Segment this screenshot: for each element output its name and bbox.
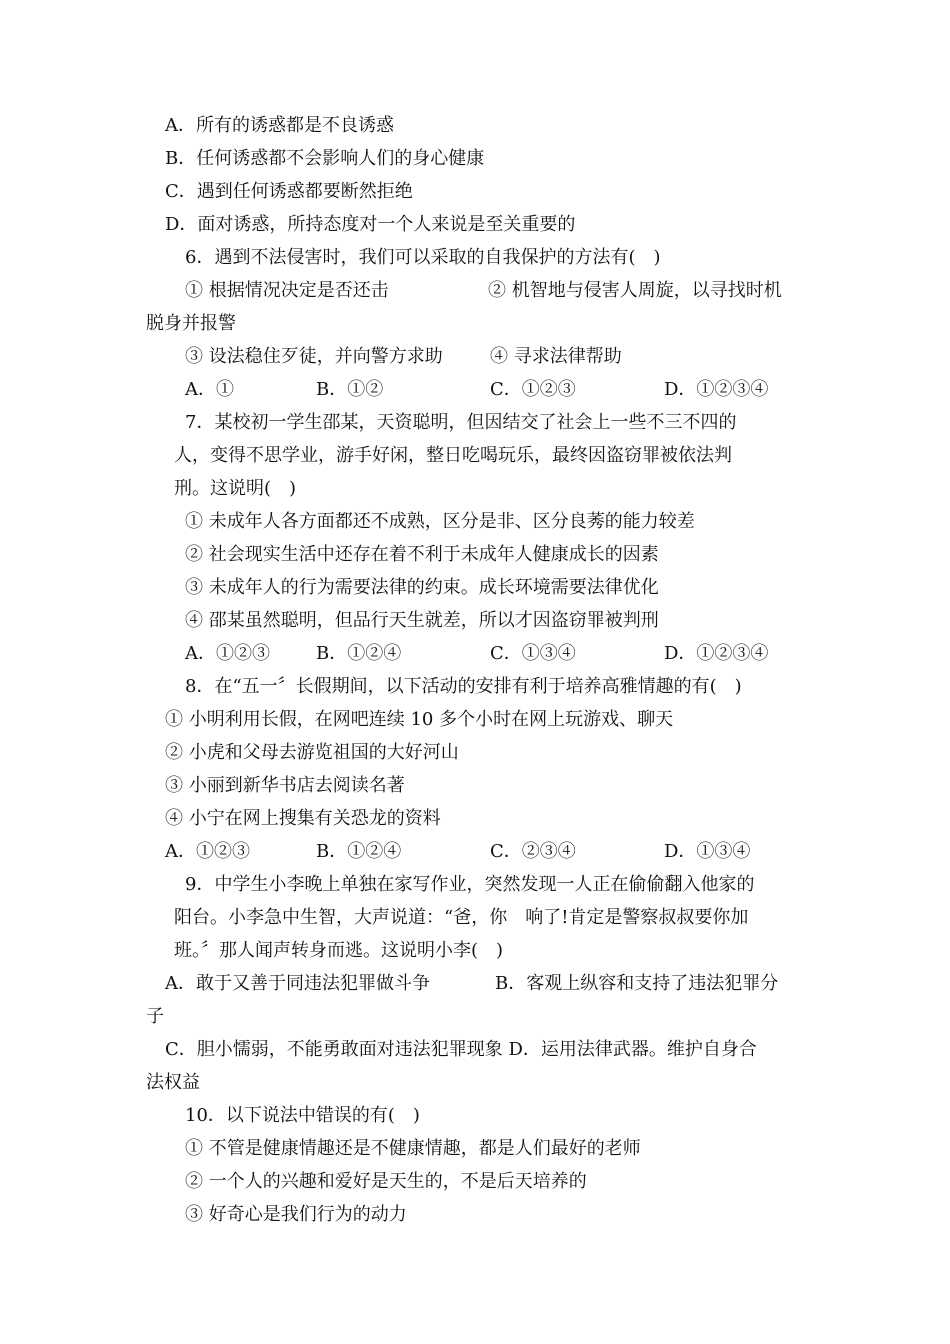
q7-item-4: ④ 邵某虽然聪明，但品行天生就差，所以才因盗窃罪被判刑 [185, 610, 659, 631]
q7-item-1: ① 未成年人各方面都还不成熟，区分是非、区分良莠的能力较差 [185, 511, 695, 532]
q8-option-d: D．①③④ [664, 841, 751, 862]
q5-option-c: C．遇到任何诱惑都要断然拒绝 [165, 181, 413, 202]
q6-stem: 6．遇到不法侵害时，我们可以采取的自我保护的方法有( ) [185, 247, 661, 268]
q7-option-a: A．①②③ [185, 643, 270, 664]
q9-option-a: A．敢于又善于同违法犯罪做斗争 [165, 973, 430, 994]
q9-stem-line-3: 班。〞那人闻声转身而逃。这说明小李( ) [174, 940, 504, 961]
q7-item-3: ③ 未成年人的行为需要法律的约束。成长环境需要法律优化 [185, 577, 659, 598]
q8-option-a: A．①②③ [165, 841, 250, 862]
q10-item-2: ② 一个人的兴趣和爱好是天生的，不是后天培养的 [185, 1171, 587, 1192]
q10-item-3: ③ 好奇心是我们行为的动力 [185, 1204, 407, 1225]
q6-item-4: ④ 寻求法律帮助 [490, 346, 622, 367]
q8-option-c: C．②③④ [490, 841, 576, 862]
q8-stem: 8．在“五一〞长假期间，以下活动的安排有利于培养高雅情趣的有( ) [185, 676, 742, 697]
q8-item-4: ④ 小宁在网上搜集有关恐龙的资料 [165, 808, 441, 829]
q6-option-c: C．①②③ [490, 379, 576, 400]
q6-item-3: ③ 设法稳住歹徒，并向警方求助 [185, 346, 443, 367]
q8-item-1: ① 小明利用长假，在网吧连续 10 多个小时在网上玩游戏、聊天 [165, 709, 674, 730]
q9-stem-line-2: 阳台。小李急中生智，大声说道：“爸，你 响了!肯定是警察叔叔要你加 [174, 907, 749, 928]
q9-option-c-d: C．胆小懦弱，不能勇敢面对违法犯罪现象 D．运用法律武器。维护自身合 [165, 1039, 757, 1060]
q5-option-a: A．所有的诱惑都是不良诱惑 [165, 115, 394, 136]
q8-option-b: B．①②④ [316, 841, 402, 862]
q10-stem: 10．以下说法中错误的有( ) [185, 1105, 420, 1126]
q7-option-d: D．①②③④ [664, 643, 769, 664]
q9-option-b-continued: 子 [146, 1006, 164, 1027]
q6-option-a: A．① [185, 379, 234, 400]
q7-stem-line-1: 7．某校初一学生邵某，天资聪明，但因结交了社会上一些不三不四的 [185, 412, 737, 433]
q5-option-b: B．任何诱惑都不会影响人们的身心健康 [165, 148, 485, 169]
q6-item-1: ① 根据情况决定是否还击 [185, 280, 389, 301]
q9-option-b: B．客观上纵容和支持了违法犯罪分 [495, 973, 779, 994]
q8-item-2: ② 小虎和父母去游览祖国的大好河山 [165, 742, 459, 763]
q6-option-d: D．①②③④ [664, 379, 769, 400]
q7-option-c: C．①③④ [490, 643, 576, 664]
q8-item-3: ③ 小丽到新华书店去阅读名著 [165, 775, 405, 796]
q6-option-b: B．①② [316, 379, 384, 400]
q9-stem-line-1: 9．中学生小李晚上单独在家写作业，突然发现一人正在偷偷翻入他家的 [185, 874, 755, 895]
q7-item-2: ② 社会现实生活中还存在着不利于未成年人健康成长的因素 [185, 544, 659, 565]
q9-option-d-continued: 法权益 [146, 1072, 200, 1093]
q6-item-2: ② 机智地与侵害人周旋，以寻找时机 [488, 280, 782, 301]
q5-option-d: D．面对诱惑，所持态度对一个人来说是至关重要的 [165, 214, 576, 235]
q6-item-2-continued: 脱身并报警 [146, 313, 236, 334]
q7-option-b: B．①②④ [316, 643, 402, 664]
q10-item-1: ① 不管是健康情趣还是不健康情趣，都是人们最好的老师 [185, 1138, 641, 1159]
q7-stem-line-3: 刑。这说明( ) [174, 478, 297, 499]
q7-stem-line-2: 人，变得不思学业，游手好闲，整日吃喝玩乐，最终因盗窃罪被依法判 [174, 445, 732, 466]
